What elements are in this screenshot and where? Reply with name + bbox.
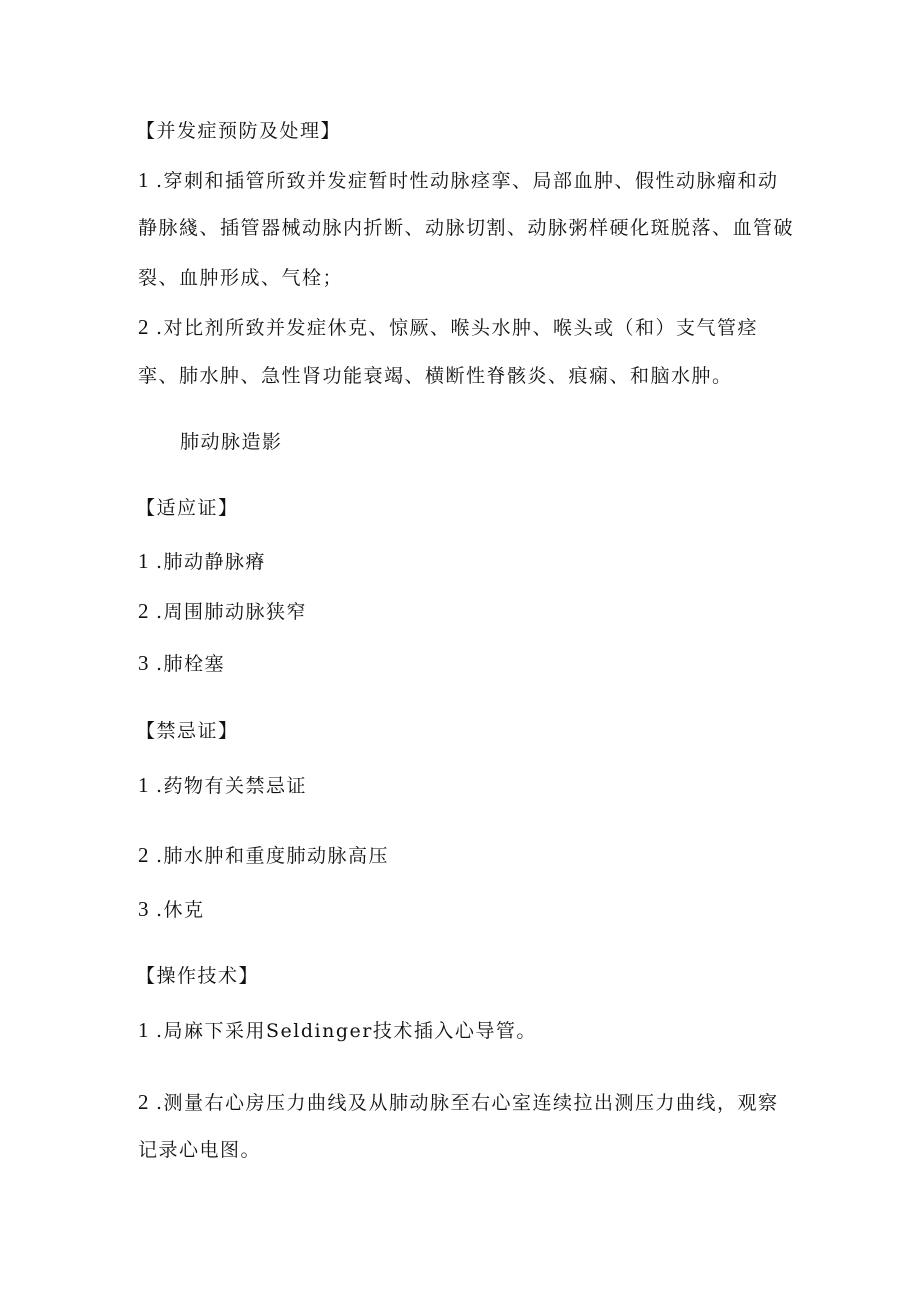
item-text: .肺动静脉瘠 <box>156 551 267 573</box>
technique-item-2-line-2: 记录心电图。 <box>138 1139 262 1161</box>
contraindication-item-3 <box>138 895 205 924</box>
item-text: .周围肺动脉狭窄 <box>156 601 308 623</box>
item-number: 2 <box>138 315 150 339</box>
technique-item-2-line-1 <box>138 1088 779 1117</box>
technique-heading: 【操作技术】 <box>136 965 260 987</box>
contraindication-item-1 <box>138 771 307 800</box>
item-text: .对比剂所致并发症休克、惊厥、喉头水肿、喉头或（和）支气管痉 <box>156 317 759 339</box>
section-title: 肺动脉造影 <box>180 431 283 453</box>
complications-heading: 【并发症预防及处理】 <box>136 120 342 142</box>
item-text: .休克 <box>156 899 205 921</box>
item-number: 3 <box>138 897 150 921</box>
contraindications-heading: 【禁忌证】 <box>136 720 239 742</box>
item-number: 1 <box>138 773 150 797</box>
item-text: .穿刺和插管所致并发症暂时性动脉痉挛、局部血肿、假性动脉瘤和动 <box>156 170 779 192</box>
complication-item-1-line-1 <box>138 166 779 195</box>
item-number: 2 <box>138 843 150 867</box>
item-number: 3 <box>138 651 150 675</box>
item-number: 1 <box>138 168 150 192</box>
complication-item-1-line-2: 静脉綫、插管器械动脉内折断、动脉切割、动脉粥样硬化斑脱落、血管破 <box>138 217 795 239</box>
complication-item-2-line-2: 挛、肺水肿、急性肾功能衰竭、横断性脊骸炎、痕痫、和脑水肿。 <box>138 365 733 387</box>
item-number: 2 <box>138 1090 150 1114</box>
technique-item-1 <box>138 1016 537 1045</box>
indications-heading: 【适应证】 <box>136 497 239 519</box>
indication-item-1 <box>138 547 266 576</box>
item-text: .药物有关禁忌证 <box>156 775 308 797</box>
item-text: .肺栓塞 <box>156 653 226 675</box>
contraindication-item-2 <box>138 841 389 870</box>
item-number: 2 <box>138 599 150 623</box>
complication-item-1-line-3: 裂、血肿形成、气栓； <box>138 267 344 289</box>
complication-item-2-line-1 <box>138 313 758 342</box>
item-text: .局麻下采用Seldinger技术插入心导管。 <box>156 1020 537 1042</box>
indication-item-2 <box>138 597 307 626</box>
item-text: .测量右心房压力曲线及从肺动脉至右心室连续拉出测压力曲线，观察 <box>156 1092 779 1114</box>
item-text: .肺水肿和重度肺动脉高压 <box>156 845 390 867</box>
item-number: 1 <box>138 1018 150 1042</box>
item-number: 1 <box>138 549 150 573</box>
indication-item-3 <box>138 649 225 678</box>
